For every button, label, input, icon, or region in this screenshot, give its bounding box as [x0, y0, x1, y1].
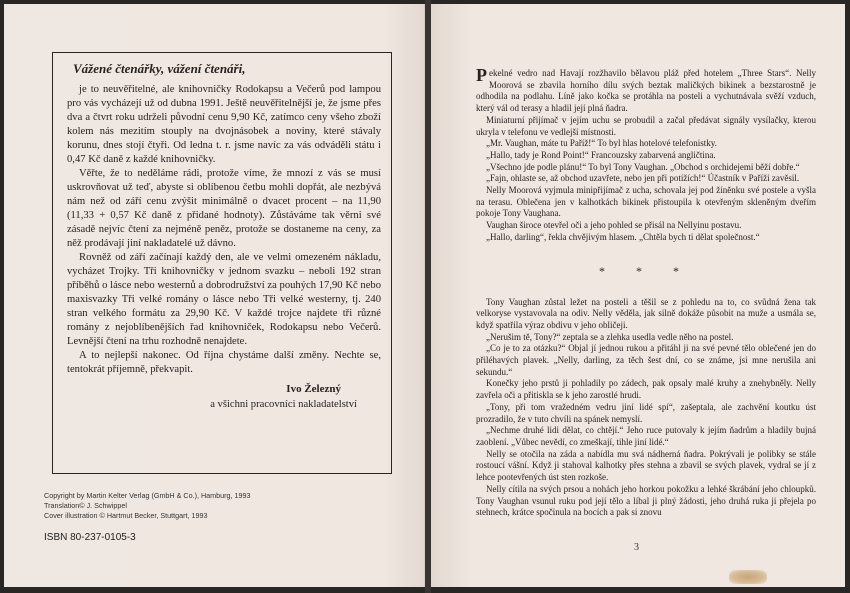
letter-paragraph: je to neuvěřitelné, ale knihovničky Rodokapsu a Večerů pod lampou pro vás vycházejí už od dubna 1991. Ještě neuvěřitelnější je, že jsme přes dva a čtvrt roku udrželi původní cenu 9,90 Kč, zatímco ceny všeho zboží kolem nás mezitím stouply na dvojnásobek a noviny, které stávaly korunu, dnes stojí čtyři. Od ledna t. r. jsme navíc za vás odváděli státu i 0,47 Kč daně z každé knihovničky. [67, 84, 381, 165]
story-paragraph: Miniaturní přijímač v jejím uchu se probudil a začal předávat signály vysílačky, kterou ukryla v telefonu ve vedlejší místnosti. [476, 114, 816, 137]
copyright-line: Copyright by Martin Kelter Verlag (GmbH & Co.), Hamburg, 1993 [44, 491, 251, 500]
story-paragraph: „Co je to za otázku?“ Objal jí jednou rukou a přitáhl ji na své pevné tělo oblečené jen do přiléhavých plavek. „Nelly, darling, za těch šest dní, co se známe, jsi mne nerušila ani sekundu.“ [476, 343, 816, 377]
story-paragraph: Nelly Moorová vyjmula minipřijímač z ucha, schovala jej pod žíněnku své postele a vyšla na terasu. Oblečena jen v kalhotkách bikinek přistoupila k otevřeným skleněným dveřím pokoje Tony Vaughana. [476, 185, 816, 219]
signature-subtitle: a všichni pracovníci nakladatelství [210, 399, 357, 410]
copyright-credits [44, 491, 251, 521]
story-paragraph: „Tony, při tom vražedném vedru jiní lidé spí“, zašeptala, ale zachvění koutku úst prozradilo, že v tuto chvíli na spánek nemyslí. [476, 401, 816, 424]
story-paragraph: Vaughan široce otevřel oči a jeho pohled se přisál na Nellyinu postavu. [486, 220, 742, 231]
isbn: ISBN 80-237-0105-3 [44, 532, 136, 543]
cover-illustration-line: Cover illustration © Hartmut Becker, Stuttgart, 1993 [44, 511, 208, 520]
story-paragraph: „Nechme druhé lidi dělat, co chtějí.“ Jeho ruce putovaly k jejím ňadrům a hladily bujná zaoblení. „Vůbec nevědí, co zmeškají, tihle jiní lidé.“ [476, 425, 816, 447]
letter-paragraph: Věřte, že to neděláme rádi, protože víme, že mnozí z vás se musí uskrovňovat už teď, abyste si oblíbenou četbu mohli dopřát, ale nezbývá nám než od září cenu zvýšit minimálně o dvacet procent – na 11,90 (11,33 + 0,57 Kč daně z přidané hodnoty). Zůstáváme tak věrni své zásadě nejvíc čtení za nejméně peněz, protože se dostaneme na ceny, za něž prodávají jiní nakladatelé už dávno. [67, 168, 381, 249]
letter-paragraph: A to nejlepší nakonec. Od října chystáme další změny. Nechte se, tentokrát příjemně, překvapit. [67, 350, 381, 375]
story-paragraph: „Všechno jde podle plánu!“ To byl Tony Vaughan. „Obchod s orchidejemi běží dobře.“ [486, 161, 800, 172]
right-page [431, 4, 845, 587]
story-paragraph: Nelly cítila na svých prsou a nohách jeho horkou pokožku a lehké škrábání jeho chloupků. Tony Vaughan vsunul ruku pod její tělo a líbal ji plný žádosti, jeho druhá ruka ji přejela po stehnech, krátce spočinula na bocích a pak si znovu [476, 483, 816, 518]
section-separator: * * * [599, 263, 693, 278]
translation-line: Translation© J. Schwippel [44, 501, 127, 510]
page-number: 3 [634, 542, 639, 553]
signature-name: Ivo Železný [286, 383, 341, 395]
story-paragraph: „Hallo, darling“, řekla chvějivým hlasem. „Chtěla bych ti dělat společnost.“ [486, 231, 760, 242]
story-paragraph: „Nerušim tě, Tony?“ zeptala se a zlehka usedla vedle něho na postel. [486, 331, 734, 342]
drop-cap: P [476, 65, 487, 85]
story-paragraph: Nelly se otočila na záda a nabídla mu svá nádherná ňadra. Pokrývali je polibky se stále rostoucí vášní. Když ji stahoval kalhotky přes stehna a zbavil se svých plavek, vydral se jí z lehce pootevřených úst sten rozkoše. [476, 448, 816, 483]
story-paragraph: „Fajn, ohlaste se, až obchod uzavřete, nebo jen při potížích!“ Účastník v Paříži zavěsil. [486, 173, 800, 184]
paper-stain [729, 570, 767, 584]
letter-paragraph: Rovněž od září začínají každý den, ale ve velmi omezeném nákladu, vycházet Trojky. Tři knihovničky v jednom svazku – neboli 192 stran příběhů o lásce nebo westernů a dobrodružství za pouhých 17,90 Kč nebo maxisvazky Tři velké romány o lásce nebo Tři velké westerny, tj. 240 stran velkého formátu za 29,90 Kč. V každé trojce najdete tři různé romány z nejoblíbenějších řad knihovniček, Rodokapsu nebo Večerů. Levnější čtení na trhu rozhodně nenajdete. [67, 252, 381, 347]
left-page [4, 4, 425, 587]
story-paragraph: Konečky jeho prstů ji pohladily po zádech, pak opsaly malé kruhy a znehybněly. Nelly zavřela oči a přitiskla se k jeho zarostlé hrudi. [476, 378, 816, 401]
story-paragraph: „Hallo, tady je Rond Point!“ Francouzsky zabarvená angličtina. [486, 149, 716, 160]
story-paragraph: Tony Vaughan zůstal ležet na posteli a těšil se z pohledu na to, co svůdná žena tak velkoryse vystavovala na odiv. Nelly věděla, jak silně dokáže působit na muže a usmála se, když spatřila výraz obdivu v jeho obličeji. [476, 296, 816, 330]
letter-greeting: Vážené čtenářky, vážení čtenáři, [73, 61, 246, 76]
story-text [476, 65, 816, 519]
publisher-letter-box [52, 52, 392, 474]
story-paragraph [476, 65, 816, 115]
story-paragraph: „Mr. Vaughan, máte tu Paříž!“ To byl hlas hotelové telefonistky. [486, 138, 717, 149]
first-paragraph-text: ekelné vedro nad Havají rozžhavilo bělavou pláž před hotelem „Three Stars“. Nelly Moorová se zbavila horního dílu svých beztak maličkých bikinek a bezstarostně je odhodila na podlahu. Líně jako kočka se protáhla na posteli a vychutnávala svěží vzduch, který vál od terasy a hladil její plná ňadra. [476, 68, 816, 114]
